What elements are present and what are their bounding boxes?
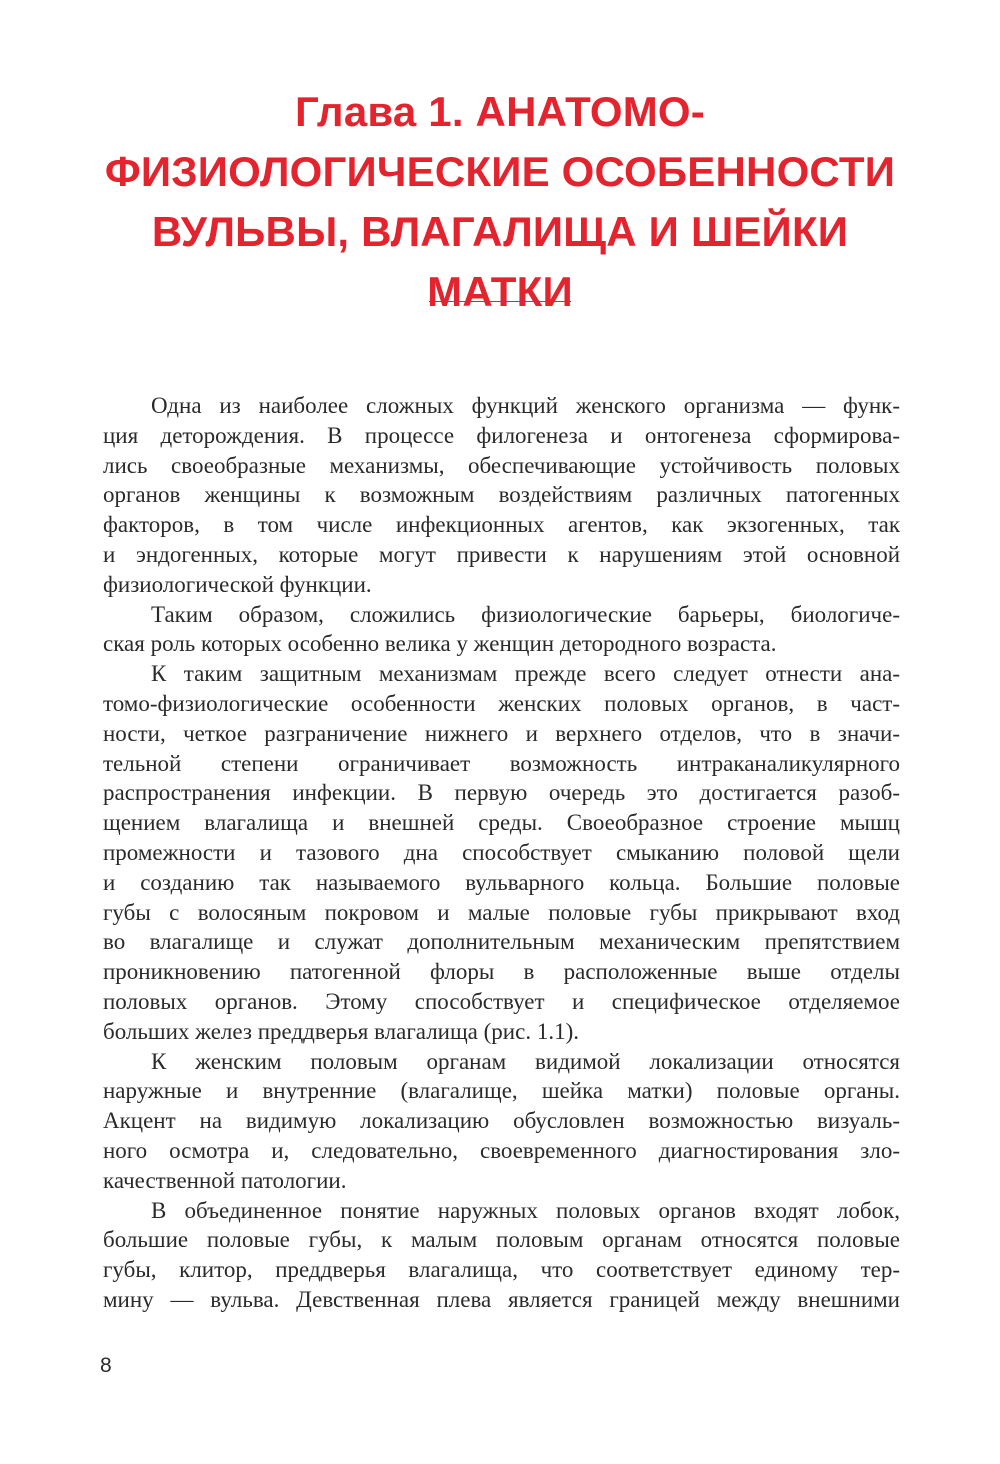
text-line: распространения инфекции. В первую очередь это достигается разоб- (103, 780, 900, 806)
text-line: факторов, в том числе инфекционных агентов, как экзогенных, так (103, 512, 900, 538)
paragraph-2 (103, 600, 900, 660)
text-line: и созданию так называемого вульварного кольца. Большие половые (103, 869, 900, 895)
text-line: половых органов. Этому способствует и специфическое отделяемое (103, 988, 900, 1014)
text-line: лись своеобразные механизмы, обеспечивающие устойчивость половых (103, 452, 900, 478)
paragraph-3 (103, 659, 900, 1046)
text-line: ция деторождения. В процессе филогенеза и онтогенеза сформирова- (103, 422, 900, 448)
text-line: К таким защитным механизмам прежде всего следует отнести ана- (151, 661, 900, 687)
text-line: органов женщины к возможным воздействиям различных патогенных (103, 482, 900, 508)
text-line: К женским половым органам видимой локализации относятся (151, 1048, 900, 1074)
chapter-title (100, 82, 900, 322)
text-line: проникновению патогенной флоры в расположенные выше отделы (103, 959, 900, 985)
text-line: ного осмотра и, следовательно, своевременного диагностирования зло- (103, 1137, 900, 1163)
text-line: промежности и тазового дна способствует смыканию половой щели (103, 839, 900, 865)
text-line: наружные и внутренние (влагалище, шейка матки) половые органы. (103, 1078, 900, 1104)
body-text (103, 391, 900, 1315)
text-line: Акцент на видимую локализацию обусловлен возможностью визуаль- (103, 1108, 900, 1134)
chapter-title-line: Глава 1. АНАТОМО- (295, 88, 705, 135)
paragraph-4 (103, 1047, 900, 1196)
text-line: качественной патологии. (103, 1167, 347, 1193)
text-line: губы с волосяным покровом и малые половые губы прикрывают вход (103, 899, 900, 925)
paragraph-1 (103, 391, 900, 600)
text-line: тельной степени ограничивает возможность интраканаликулярного (103, 750, 900, 776)
chapter-title-line: ФИЗИОЛОГИЧЕСКИЕ ОСОБЕННОСТИ (104, 148, 896, 195)
title-underline-divider (429, 301, 571, 302)
text-line: томо-физиологические особенности женских половых органов, в част- (103, 690, 900, 716)
text-line: и эндогенных, которые могут привести к нарушениям этой основной (103, 541, 900, 567)
text-line: В объединенное понятие наружных половых органов входят лобок, (151, 1197, 900, 1223)
text-line: ности, четкое разграничение нижнего и верхнего отделов, что в значи- (103, 720, 900, 746)
chapter-title-line: МАТКИ (427, 268, 573, 315)
text-line: Таким образом, сложились физиологические барьеры, биологиче- (151, 601, 900, 627)
text-line: Одна из наиболее сложных функций женского организма — функ- (151, 393, 900, 418)
text-line: физиологической функции. (103, 571, 372, 597)
text-line: больших желез преддверья влагалища (рис. 1.1). (103, 1018, 579, 1044)
text-line: большие половые губы, к малым половым органам относятся половые (103, 1227, 900, 1253)
text-line: во влагалище и служат дополнительным механическим препятствием (103, 929, 900, 955)
text-line: ская роль которых особенно велика у женщин детородного возраста. (103, 631, 777, 657)
text-line: щением влагалища и внешней среды. Своеобразное строение мышц (103, 810, 900, 836)
chapter-title-line: ВУЛЬВЫ, ВЛАГАЛИЩА И ШЕЙКИ (151, 208, 849, 255)
text-line: губы, клитор, преддверья влагалища, что соответствует единому тер- (103, 1257, 900, 1283)
text-line: мину — вульва. Девственная плева является границей между внешними (103, 1286, 900, 1312)
paragraph-5 (103, 1196, 900, 1315)
page-number: 8 (100, 1354, 112, 1377)
